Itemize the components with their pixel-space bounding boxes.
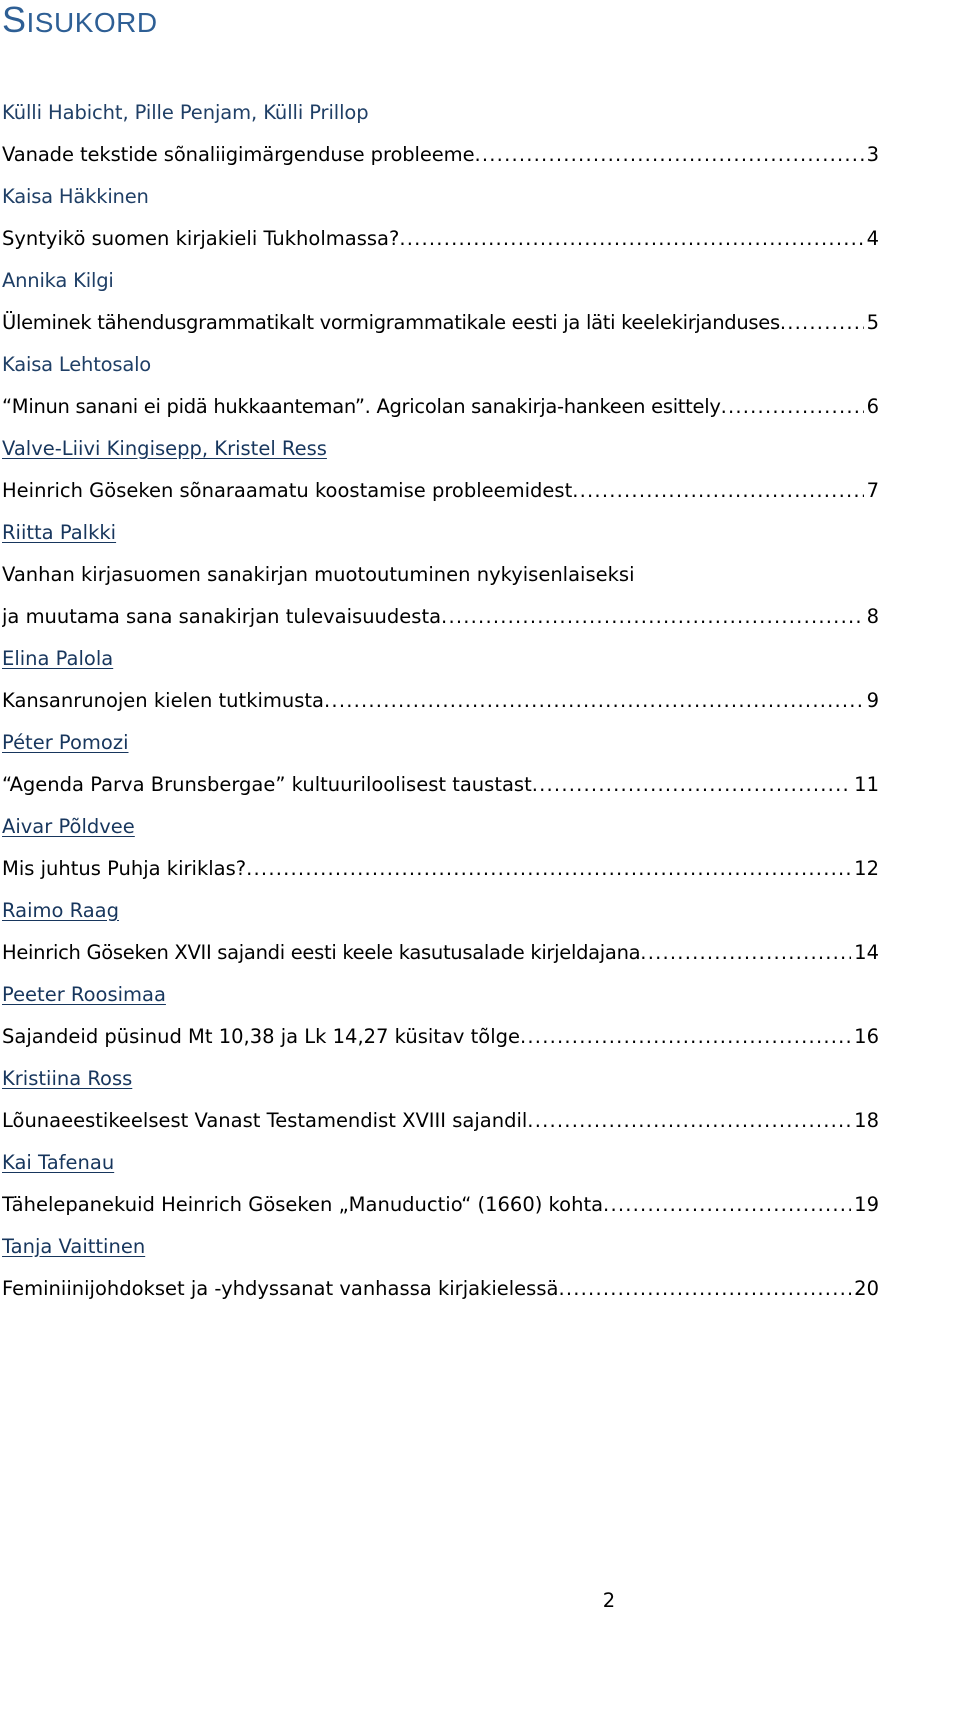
toc-entry-page: 3 [866, 143, 879, 166]
toc-entry-title: Tähelepanekuid Heinrich Göseken „Manuductio“ (1660) kohta [2, 1193, 604, 1216]
dot-leader [441, 603, 864, 631]
toc-entry-page: 5 [866, 311, 879, 334]
toc-entry [2, 981, 960, 1051]
toc-entry-title: “Minun sanani ei pidä hukkaanteman”. Agricolan sanakirja-hankeen esittely [2, 395, 721, 418]
toc-entry-title: Üleminek tähendusgrammatikalt vormigrammatikale eesti ja läti keelekirjanduses [2, 311, 780, 334]
toc-entry-author[interactable]: Raimo Raag [2, 899, 120, 922]
toc-entry-title: Feminiinijohdokset ja -yhdyssanat vanhassa kirjakielessä [2, 1277, 559, 1300]
toc-entry-link[interactable] [2, 603, 879, 631]
toc-entry-page: 12 [854, 857, 879, 880]
dot-leader [324, 687, 864, 715]
toc-entry-page: 14 [854, 941, 879, 964]
page-title-initial: S [2, 0, 27, 40]
toc-entry-author[interactable]: Péter Pomozi [2, 731, 129, 754]
toc-entry-author[interactable]: Riitta Palkki [2, 521, 117, 544]
dot-leader [399, 225, 863, 253]
toc-entry-title-first-line [2, 561, 960, 589]
toc-entry-author[interactable]: Peeter Roosimaa [2, 983, 166, 1006]
toc-entry-link[interactable] [2, 1191, 879, 1219]
toc-entry [2, 267, 960, 337]
toc-entry-title: Kansanrunojen kielen tutkimusta [2, 689, 325, 712]
page-title-rest: ISUKORD [26, 7, 158, 38]
toc-entry-link[interactable] [2, 1023, 879, 1051]
dot-leader [474, 141, 863, 169]
toc-entry-title-continued: ja muutama sana sanakirjan tulevaisuudesta [2, 605, 442, 628]
toc-entry [2, 897, 960, 967]
toc-entry [2, 99, 960, 169]
toc-entry-page: 16 [854, 1025, 879, 1048]
toc-entry [2, 183, 960, 253]
toc-entry-title: Mis juhtus Puhja kiriklas? [2, 857, 247, 880]
toc-entry-author[interactable]: Aivar Põldvee [2, 815, 135, 838]
toc-entry-author: Kaisa Lehtosalo [2, 353, 152, 376]
toc-entry [2, 519, 960, 631]
toc-entry-title: Vanhan kirjasuomen sanakirjan muotoutuminen nykyisenlaiseksi [2, 563, 635, 586]
toc-entry-title: Heinrich Göseken XVII sajandi eesti keele kasutusalade kirjeldajana [2, 941, 641, 964]
toc-entry [2, 351, 960, 421]
toc-entry-link[interactable] [2, 309, 879, 337]
table-of-contents [2, 99, 960, 1317]
toc-entry [2, 729, 960, 799]
toc-entry-title: Sajandeid püsinud Mt 10,38 ja Lk 14,27 küsitav tõlge [2, 1025, 520, 1048]
dot-leader [640, 939, 851, 967]
toc-entry [2, 645, 960, 715]
toc-entry [2, 813, 960, 883]
dot-leader [520, 1023, 851, 1051]
toc-entry-title: Lõunaeestikeelsest Vanast Testamendist XVIII sajandil [2, 1109, 528, 1132]
dot-leader [721, 393, 864, 421]
toc-entry-page: 11 [854, 773, 879, 796]
dot-leader [527, 1107, 851, 1135]
page-title [2, 0, 158, 43]
toc-entry-link[interactable] [2, 855, 879, 883]
dot-leader [558, 1275, 851, 1303]
toc-entry-link[interactable] [2, 687, 879, 715]
toc-entry-page: 18 [854, 1109, 879, 1132]
toc-entry-page: 8 [866, 605, 879, 628]
toc-entry [2, 1065, 960, 1135]
dot-leader [532, 771, 851, 799]
toc-entry-link[interactable] [2, 771, 879, 799]
toc-entry-author: Kaisa Häkkinen [2, 185, 149, 208]
toc-entry-author[interactable]: Elina Palola [2, 647, 114, 670]
toc-entry-author[interactable]: Kristiina Ross [2, 1067, 133, 1090]
toc-entry [2, 1149, 960, 1219]
toc-entry-link[interactable] [2, 477, 879, 505]
toc-entry-title: Heinrich Göseken sõnaraamatu koostamise probleemidest [2, 479, 573, 502]
page-number-footer [0, 1589, 960, 1612]
page-number: 2 [602, 1589, 616, 1612]
toc-entry-page: 7 [866, 479, 879, 502]
toc-entry-author: Annika Kilgi [2, 269, 114, 292]
toc-entry [2, 435, 960, 505]
toc-entry-page: 4 [866, 227, 879, 250]
toc-entry-link[interactable] [2, 141, 879, 169]
toc-entry-link[interactable] [2, 1107, 879, 1135]
toc-entry-author[interactable]: Kai Tafenau [2, 1151, 115, 1174]
toc-entry-link[interactable] [2, 393, 879, 421]
dot-leader [572, 477, 863, 505]
toc-entry-page: 9 [866, 689, 879, 712]
dot-leader [246, 855, 851, 883]
toc-entry-page: 19 [854, 1193, 879, 1216]
toc-entry [2, 1233, 960, 1303]
dot-leader [780, 309, 864, 337]
toc-entry-author[interactable]: Tanja Vaittinen [2, 1235, 146, 1258]
toc-entry-title: Vanade tekstide sõnaliigimärgenduse probleeme [2, 143, 475, 166]
toc-entry-title: Syntyikö suomen kirjakieli Tukholmassa? [2, 227, 400, 250]
toc-entry-link[interactable] [2, 939, 879, 967]
toc-entry-page: 6 [866, 395, 879, 418]
toc-entry-link[interactable] [2, 225, 879, 253]
dot-leader [603, 1191, 851, 1219]
toc-entry-author[interactable]: Valve-Liivi Kingisepp, Kristel Ress [2, 437, 327, 460]
toc-entry-title: “Agenda Parva Brunsbergae” kultuuriloolisest taustast [2, 773, 532, 796]
toc-entry-author: Külli Habicht, Pille Penjam, Külli Prillop [2, 101, 369, 124]
toc-entry-page: 20 [854, 1277, 879, 1300]
toc-entry-link[interactable] [2, 1275, 879, 1303]
